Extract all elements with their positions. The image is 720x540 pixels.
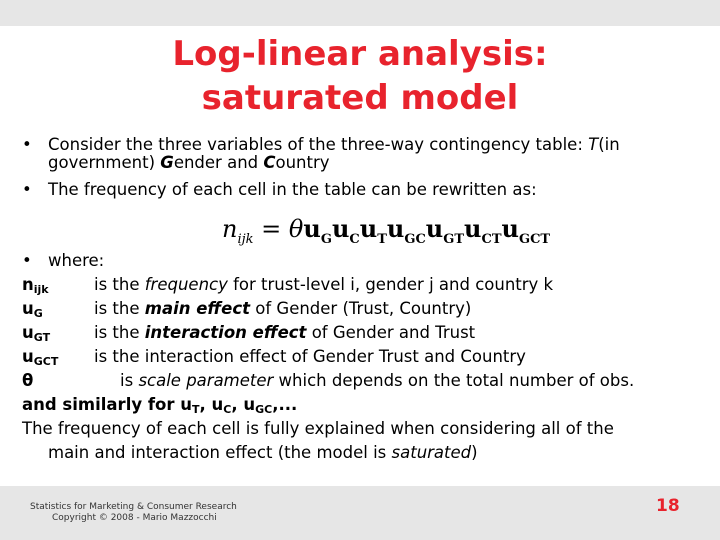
bullet-text: ountry — [275, 153, 330, 172]
conclusion-line-2: main and interaction effect (the model is saturated) — [48, 443, 478, 462]
var-t: T — [588, 135, 599, 154]
formula-equals: = — [253, 215, 289, 243]
formula-u-sub: C — [349, 232, 360, 247]
symbol-description: is the frequency for trust-level i, gender j and country k — [94, 275, 554, 294]
bullet-dot-icon: • — [22, 135, 32, 154]
bullet-text: ender and — [173, 153, 264, 172]
var-c: C — [263, 153, 276, 172]
bullet-list — [22, 136, 702, 202]
footer-line-1: Statistics for Marketing & Consumer Research — [30, 502, 237, 512]
symbol: $u_{GCT}$ — [22, 347, 59, 368]
where-row-ug — [22, 297, 712, 321]
bullet-text: (in government) — [48, 135, 620, 172]
footer-credits — [30, 502, 237, 524]
formula-u: u — [359, 214, 378, 243]
where-row-ugt — [22, 321, 712, 345]
where-label: where: — [48, 251, 105, 270]
where-bullet — [22, 249, 712, 273]
formula-u-sub: GT — [443, 232, 465, 247]
formula-u-sub: GCT — [518, 232, 551, 247]
formula — [222, 214, 550, 254]
symbol-description: is the interaction effect of Gender Trust and Country — [94, 347, 526, 366]
title-line-1: Log-linear analysis: — [172, 34, 548, 74]
footer-line-2: Copyright © 2008 - Mario Mazzocchi — [52, 513, 217, 523]
similarly-line: and similarly for $u_T$, $u_C$, $u_{GC}$,... — [22, 395, 298, 416]
formula-u-sub: T — [377, 232, 387, 247]
conclusion — [22, 417, 712, 465]
formula-theta: θ — [288, 215, 304, 243]
formula-n-sub: ijk — [237, 232, 254, 247]
formula-u-sub: CT — [481, 232, 502, 247]
bullet-text: Consider the three variables of the three-way contingency table: — [48, 135, 589, 154]
symbol: $n_{ijk}$ — [22, 275, 49, 296]
symbol-description: is the interaction effect of Gender and Trust — [94, 323, 476, 342]
formula-u: u — [501, 214, 519, 243]
var-g: G — [160, 153, 174, 172]
bullet-text: The frequency of each cell in the table can be rewritten as: — [48, 180, 537, 199]
formula-u-sub: G — [320, 232, 332, 247]
symbol-description: is the main effect of Gender (Trust, Country) — [94, 299, 472, 318]
top-band — [0, 0, 720, 26]
where-row-ugct — [22, 345, 712, 369]
symbol: $u_{GT}$ — [22, 323, 51, 344]
formula-n: n — [222, 215, 238, 243]
where-section — [22, 249, 712, 465]
slide-title — [0, 32, 720, 120]
formula-u: u — [331, 214, 350, 243]
conclusion-line-1: The frequency of each cell is fully explained when considering all of the — [22, 419, 614, 438]
formula-u-sub: GC — [404, 232, 426, 247]
bullet-dot-icon: • — [22, 251, 32, 270]
formula-u: u — [303, 214, 321, 243]
title-line-2: saturated model — [201, 78, 519, 118]
bullet-dot-icon: • — [22, 180, 32, 199]
symbol-description: is scale parameter which depends on the total number of obs. — [120, 371, 635, 390]
formula-u: u — [386, 214, 405, 243]
formula-u: u — [464, 214, 482, 243]
page-number: 18 — [656, 496, 680, 516]
where-row-n — [22, 273, 712, 297]
symbol: $u_G$ — [22, 299, 43, 320]
bullet-variables — [22, 136, 702, 172]
bullet-frequency — [22, 178, 702, 202]
formula-u: u — [425, 214, 444, 243]
symbol: θ — [22, 371, 34, 390]
where-row-theta — [22, 369, 712, 393]
